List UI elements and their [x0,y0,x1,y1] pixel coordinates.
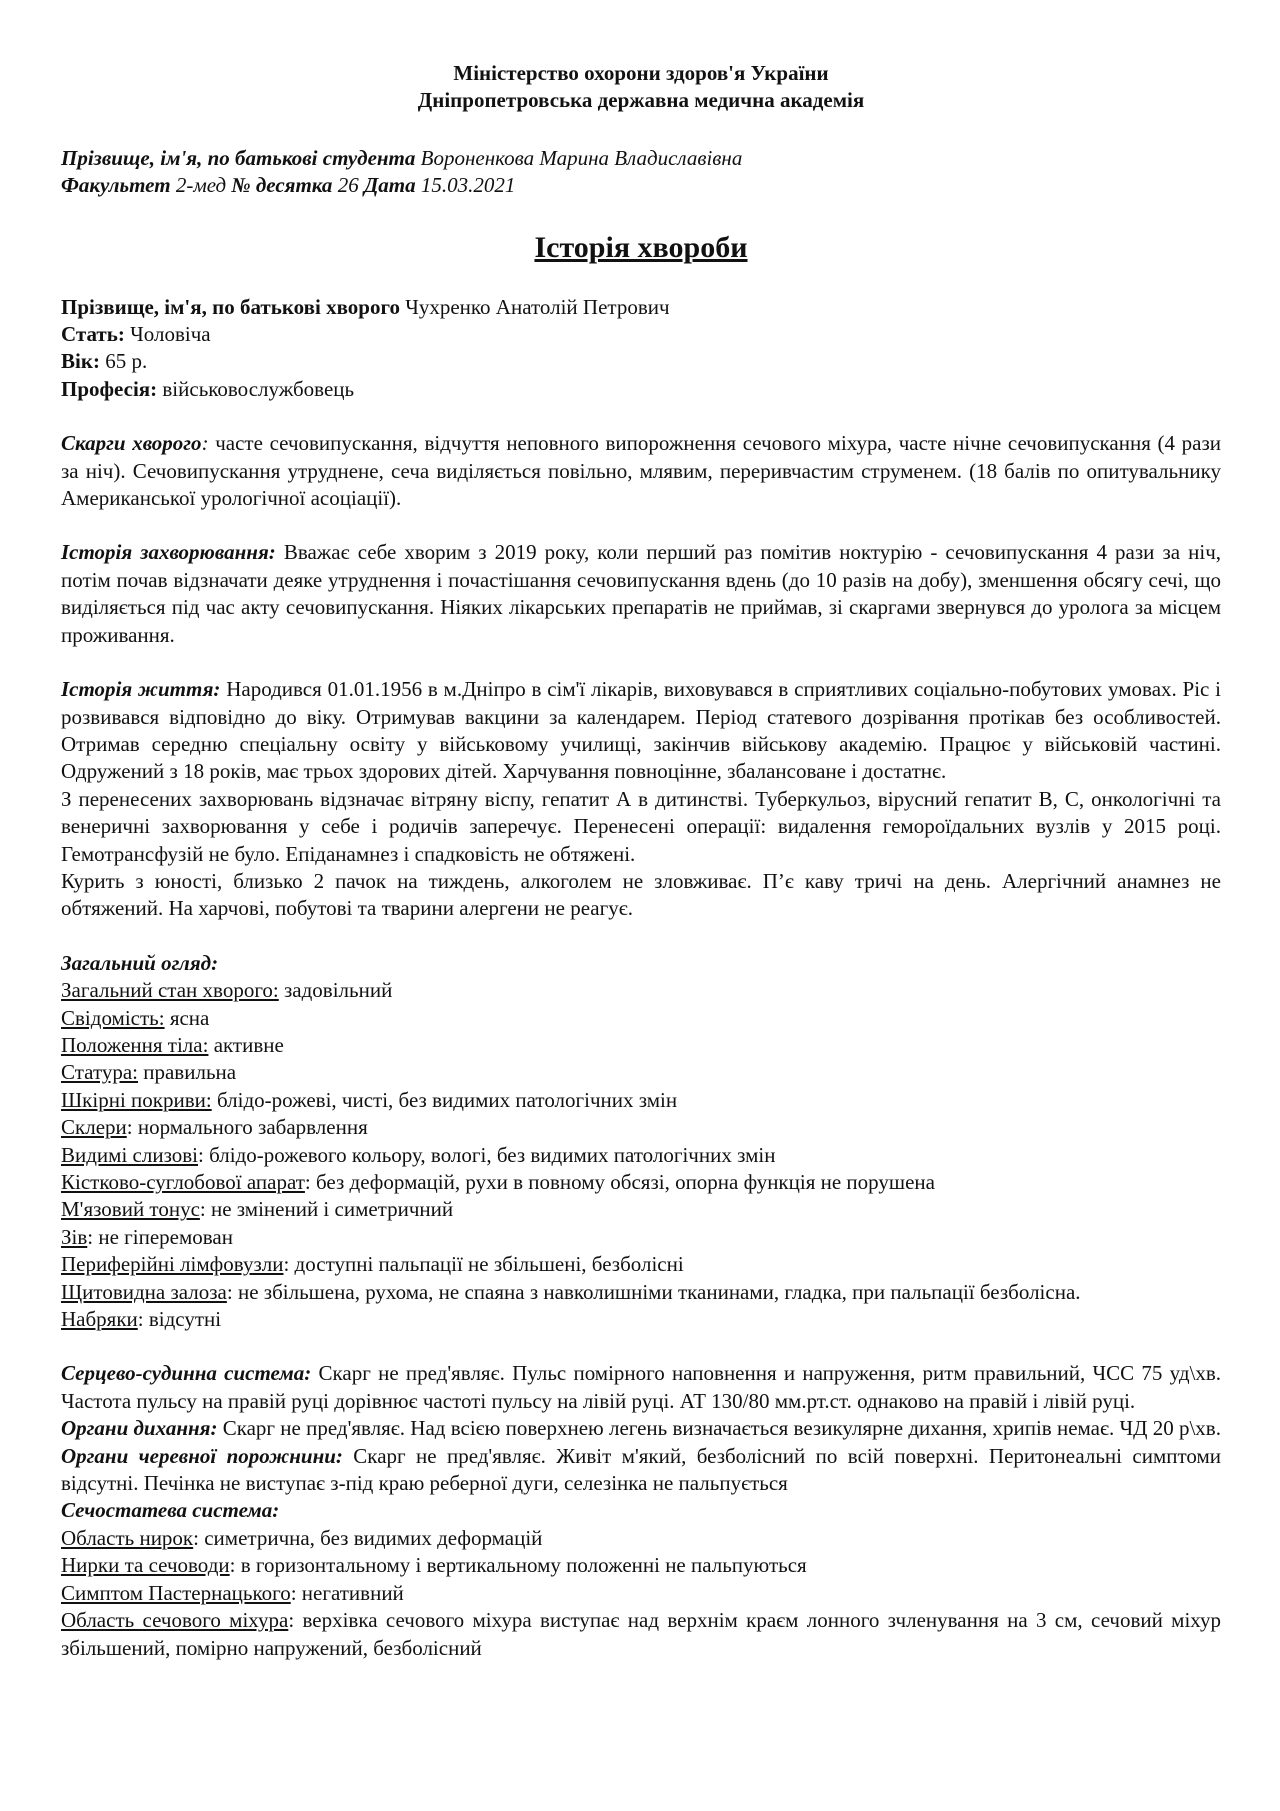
disease-history-section [61,539,1221,649]
exam-item-value: задовільний [278,978,393,1003]
exam-item-value: : доступні пальпації не збільшені, безболісні [283,1252,684,1277]
exam-item [61,1114,1221,1141]
faculty-value: 2-мед [175,173,227,198]
patient-profession-line [61,376,1221,403]
patient-name-value: Чухренко Анатолій Петрович [405,294,670,319]
gu-item-value: : в горизонтальному і вертикальному положенні не пальпуються [229,1553,807,1578]
gu-item-label: Нирки та сечоводи [61,1553,230,1578]
general-exam-label: Загальний огляд: [61,950,219,975]
gu-item-value: : верхівка сечового міхура виступає над верхнім краєм лонного зчленування на 3 см, сечовий міхур збільшений, помірно напружений, безболісний [61,1608,1221,1660]
exam-item-value: ясна [164,1005,210,1030]
exam-item [61,1142,1221,1169]
patient-age-value: 65 р. [105,349,148,374]
exam-item [61,1196,1221,1223]
group-label: № десятка [231,173,333,198]
general-exam-list [61,977,1221,1333]
date-label: Дата [363,173,416,198]
cardio-section [61,1360,1221,1415]
exam-item-value: блідо-рожеві, чисті, без видимих патологічних змін [211,1087,678,1112]
student-name-label: Прізвище, ім'я, по батькові студента [61,145,416,170]
patient-name-label: Прізвище, ім'я, по батькові хворого [61,294,400,319]
exam-item-value: : не змінений і симетричний [199,1197,454,1222]
exam-item [61,1032,1221,1059]
exam-item-label: Кістково-суглобової апарат [61,1170,305,1194]
ministry-heading: Міністерство охорони здоров'я України [453,61,829,85]
exam-item-label: Склери [61,1115,127,1140]
gu-item [61,1607,1221,1662]
complaints-section [61,430,1221,512]
patient-sex-line [61,321,1221,348]
disease-history-text: Вважає себе хворим з 2019 року, коли перший раз помітив ноктурію - сечовипускання 4 рази за ніч, потім почав відзначати деяке утруднення і почастішання сечовипускання вдень (до 10 разів на добу), зменшення обсягу сечі, що виділяється під час акту сечовипускання. Ніяких лікарських препаратів не приймав, зі скаргами звернувся до уролога за місцем проживання. [61,540,1222,647]
respiratory-section [61,1415,1221,1442]
gu-item-label: Область сечового міхура [61,1608,289,1633]
patient-profession-label: Професія: [61,376,158,401]
cardio-label: Серцево-судинна система: [61,1361,312,1386]
student-name-line [61,145,1221,172]
exam-item-label: М'язовий тонус [61,1197,200,1222]
gu-item-label: Симптом Пастернацького [61,1580,291,1605]
life-history-text-3: Курить з юності, близько 2 пачок на тиждень, алкоголем не зловживає. П’є каву тричі на день. Алергічний анамнез не обтяжений. На харчові, побутові та тварини алергени не реагує. [61,868,1221,921]
patient-age-label: Вік: [61,349,100,374]
exam-item [61,1087,1221,1114]
exam-item-value: активне [208,1032,284,1057]
life-history-text-1: Народився 01.01.1956 в м.Дніпро в сім'ї лікарів, виховувався в сприятливих соціально-побутових умовах. Ріс і розвивався відповідно до віку. Отримував вакцини за календарем. Період статевого дозрівання протікав без особливостей. Отримав середню спеціальну освіту у військовому училищі, закінчив військову академію. Працює у військовій частині. Одружений з 18 років, має трьох здорових дітей. Харчування повноцінне, збалансоване і достатнє. [61,677,1222,784]
exam-item-label: Положення тіла: [61,1032,209,1057]
genitourinary-list [61,1525,1221,1662]
disease-history-label: Історія захворювання: [61,540,276,565]
abdominal-label: Органи черевної порожнини: [61,1443,343,1468]
gu-item-value: : симетрична, без видимих деформацій [193,1525,543,1550]
exam-item [61,1224,1221,1251]
patient-name-line [61,294,1221,321]
life-history-label: Історія життя: [61,677,221,702]
exam-item-label: Видимі слизові [61,1142,199,1167]
exam-item [61,1306,1221,1333]
student-name-value: Вороненкова Марина Владиславівна [420,145,743,170]
exam-item-value: : нормального забарвлення [126,1115,368,1140]
life-history-section [61,676,1221,786]
document-page [61,60,1221,1662]
exam-item-label: Свідомість: [61,1005,165,1030]
exam-item-value: : не збільшена, рухома, не спаяна з навколишніми тканинами, гладка, при пальпації безболісна. [226,1279,1081,1304]
academy-heading: Дніпропетровська державна медична академія [417,88,865,113]
faculty-label: Факультет [61,173,171,198]
respiratory-label: Органи дихання: [61,1416,218,1441]
exam-item [61,1059,1221,1086]
exam-item-label: Зів [61,1224,88,1249]
exam-item-label: Набряки [61,1307,138,1332]
group-value: 26 [337,173,359,198]
exam-item [61,1005,1221,1032]
patient-sex-label: Стать: [61,322,125,347]
exam-item [61,1279,1221,1306]
student-faculty-line [61,172,1221,199]
patient-sex-value: Чоловіча [130,322,211,347]
exam-item-label: Щитовидна залоза [61,1279,227,1304]
gu-item-label: Область нирок [61,1525,194,1550]
genitourinary-label: Сечостатева система: [61,1498,280,1523]
exam-item-label: Периферійні лімфовузли [61,1252,284,1277]
abdominal-section [61,1443,1221,1498]
exam-item-value: правильна [138,1060,237,1085]
exam-item-value: : без деформацій, рухи в повному обсязі, опорна функція не порушена [304,1170,935,1194]
document-title: Історія хвороби [534,230,748,264]
patient-profession-value: військовослужбовець [162,376,355,401]
exam-item-value: : блідо-рожевого кольору, вологі, без видимих патологічних змін [198,1142,776,1167]
exam-item-label: Статура: [61,1060,138,1085]
complaints-text: часте сечовипускання, відчуття неповного випорожнення сечового міхура, часте нічне сечовипускання (4 рази за ніч). Сечовипускання утруднене, сеча виділяється повільно, млявим, переривчастим струменем. (18 балів по опитувальнику Американської урологічної асоціації). [61,431,1222,511]
abdominal-text: Скарг не пред'являє. Живіт м'який, безболісний по всій поверхні. Перитонеальні симптоми відсутні. Печінка не виступає з-під краю реберної дуги, селезінка не пальпується [61,1443,1221,1496]
complaints-colon: : [201,431,209,456]
respiratory-text: Скарг не пред'являє. Над всією поверхнею легень визначається везикулярне дихання, хрипів немає. ЧД 20 р\хв. [222,1416,1221,1441]
gu-item [61,1552,1221,1579]
exam-item [61,977,1221,1004]
patient-age-line [61,348,1221,375]
exam-item [61,1251,1221,1278]
exam-item-value: : відсутні [137,1307,222,1332]
complaints-label: Скарги хворого [61,431,202,456]
life-history-text-2: З перенесених захворювань відзначає вітряну віспу, гепатит А в дитинстві. Туберкульоз, вірусний гепатит В, С, онкологічні та венеричні захворювання у себе і родичів заперечує. Перенесені операції: видалення гемороїдальних вузлів у 2015 році. Гемотрансфузій не було. Епіданамнез і спадковість не обтяжені. [61,786,1221,866]
gu-item-value: : негативний [290,1580,404,1605]
cardio-text: Скарг не пред'являє. Пульс помірного наповнення и напруження, ритм правильний, ЧСС 75 уд\хв. Частота пульсу на правій руці дорівнює частоті пульсу на лівій руці. АТ 130/80 мм.рт.ст. однаково на правій і лівій руці. [61,1361,1222,1413]
gu-item [61,1525,1221,1552]
gu-item [61,1580,1221,1607]
exam-item-value: : не гіперемован [87,1224,233,1249]
exam-item-label: Загальний стан хворого: [61,978,279,1003]
exam-item [61,1169,1221,1196]
date-value: 15.03.2021 [420,173,516,198]
exam-item-label: Шкірні покриви: [61,1087,212,1112]
